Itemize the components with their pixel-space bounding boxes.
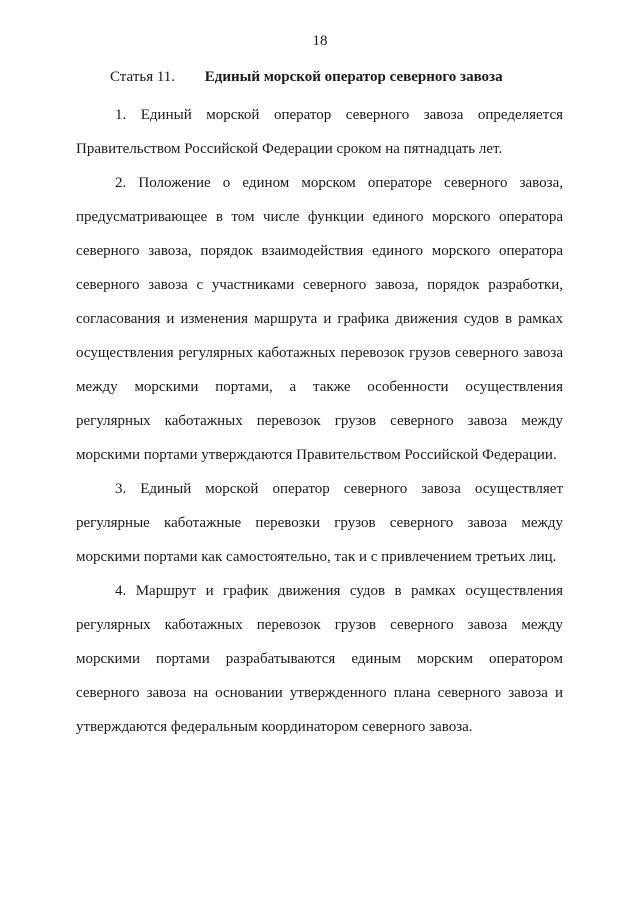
article-label: Статья 11.	[110, 69, 176, 85]
article-title: Единый морской оператор северного завоза	[204, 69, 503, 85]
article-body	[76, 98, 563, 744]
paragraph-3: 3. Единый морской оператор северного завоза осуществляет регулярные каботажные перевозки грузов северного завоза между морскими портами как самостоятельно, так и с привлечением третьих лиц.	[76, 481, 563, 565]
paragraph-1: 1. Единый морской оператор северного завоза определяется Правительством Российской Федерации сроком на пятнадцать лет.	[76, 107, 563, 157]
page-number: 18	[312, 33, 328, 49]
paragraph-4: 4. Маршрут и график движения судов в рамках осуществления регулярных каботажных перевозок грузов северного завоза между морскими портами разрабатываются единым морским оператором северного завоза на основании утвержденного плана северного завоза и утверждаются федеральным координатором северного завоза.	[76, 583, 563, 735]
article-heading	[110, 69, 503, 86]
paragraph-2: 2. Положение о едином морском операторе северного завоза, предусматривающее в том числе функции единого морского оператора северного завоза, порядок взаимодействия единого морского оператора северного завоза с участниками северного завоза, порядок разработки, согласования и изменения маршрута и графика движения судов в рамках осуществления регулярных каботажных перевозок грузов северного завоза между морскими портами, а также особенности осуществления регулярных каботажных перевозок грузов северного завоза между морскими портами утверждаются Правительством Российской Федерации.	[76, 175, 563, 463]
